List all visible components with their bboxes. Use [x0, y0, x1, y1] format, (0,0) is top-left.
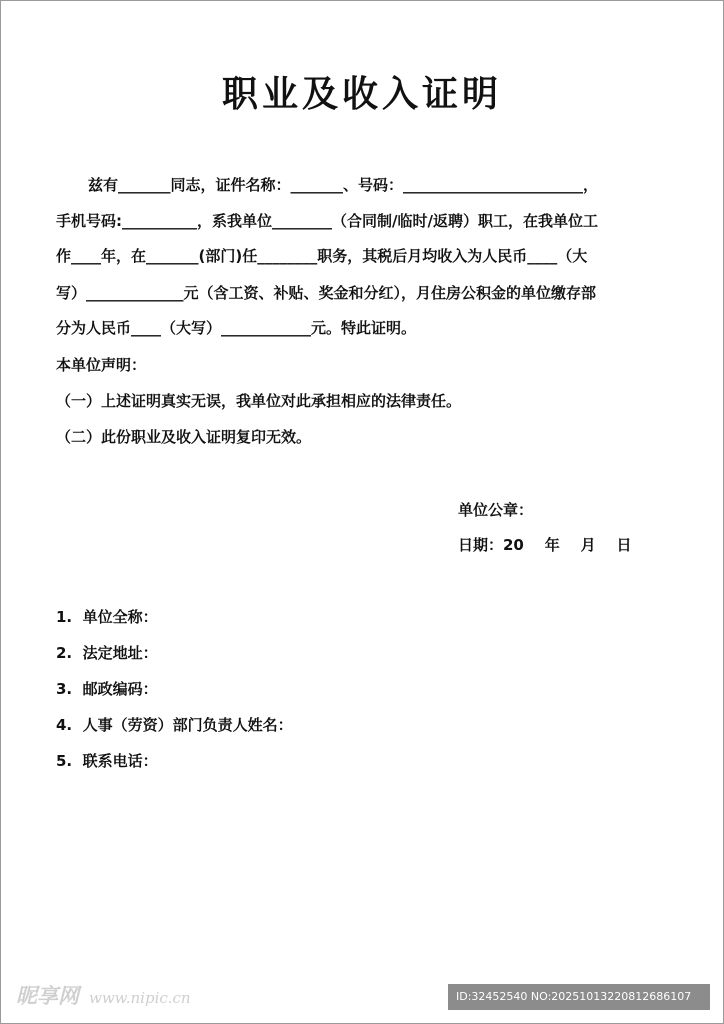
declaration-title: 本单位声明：	[56, 356, 147, 374]
info-item-3: 3. 邮政编码：	[56, 680, 158, 698]
document-title: 职业及收入证明	[221, 73, 502, 115]
body-line-3: 作____年，在_______(部门)任________职务，其税后月均收入为人民币____（大	[56, 247, 588, 265]
body-line-4: 写）_____________元（含工资、补贴、奖金和分红），月住房公积金的单位缴存部	[56, 284, 597, 302]
info-item-2: 2. 法定地址：	[56, 644, 158, 662]
info-item-1: 1. 单位全称：	[56, 608, 158, 626]
declaration-item-2: （二）此份职业及收入证明复印无效。	[56, 428, 312, 446]
watermark-brand	[16, 980, 191, 1010]
watermark-id-bar: ID:32452540 NO:20251013220812686107	[448, 984, 710, 1010]
body-line-1: 兹有_______同志，证件名称：_______、号码：________________________，	[88, 176, 599, 194]
declaration-item-1: （一）上述证明真实无误，我单位对此承担相应的法律责任。	[56, 392, 462, 410]
watermark-brand-name: 昵享网	[16, 983, 79, 1008]
info-item-4: 4. 人事（劳资）部门负责人姓名：	[56, 716, 293, 734]
watermark-url: www.nipic.cn	[89, 989, 191, 1007]
seal-label: 单位公章：	[458, 501, 534, 519]
body-line-2: 手机号码:__________，系我单位________（合同制/临时/返聘）职工，在我单位工	[56, 212, 598, 230]
body-line-5: 分为人民币____（大写）____________元。特此证明。	[56, 319, 417, 337]
date-label: 日期：20 年 月 日	[458, 536, 632, 554]
info-item-5: 5. 联系电话：	[56, 752, 158, 770]
